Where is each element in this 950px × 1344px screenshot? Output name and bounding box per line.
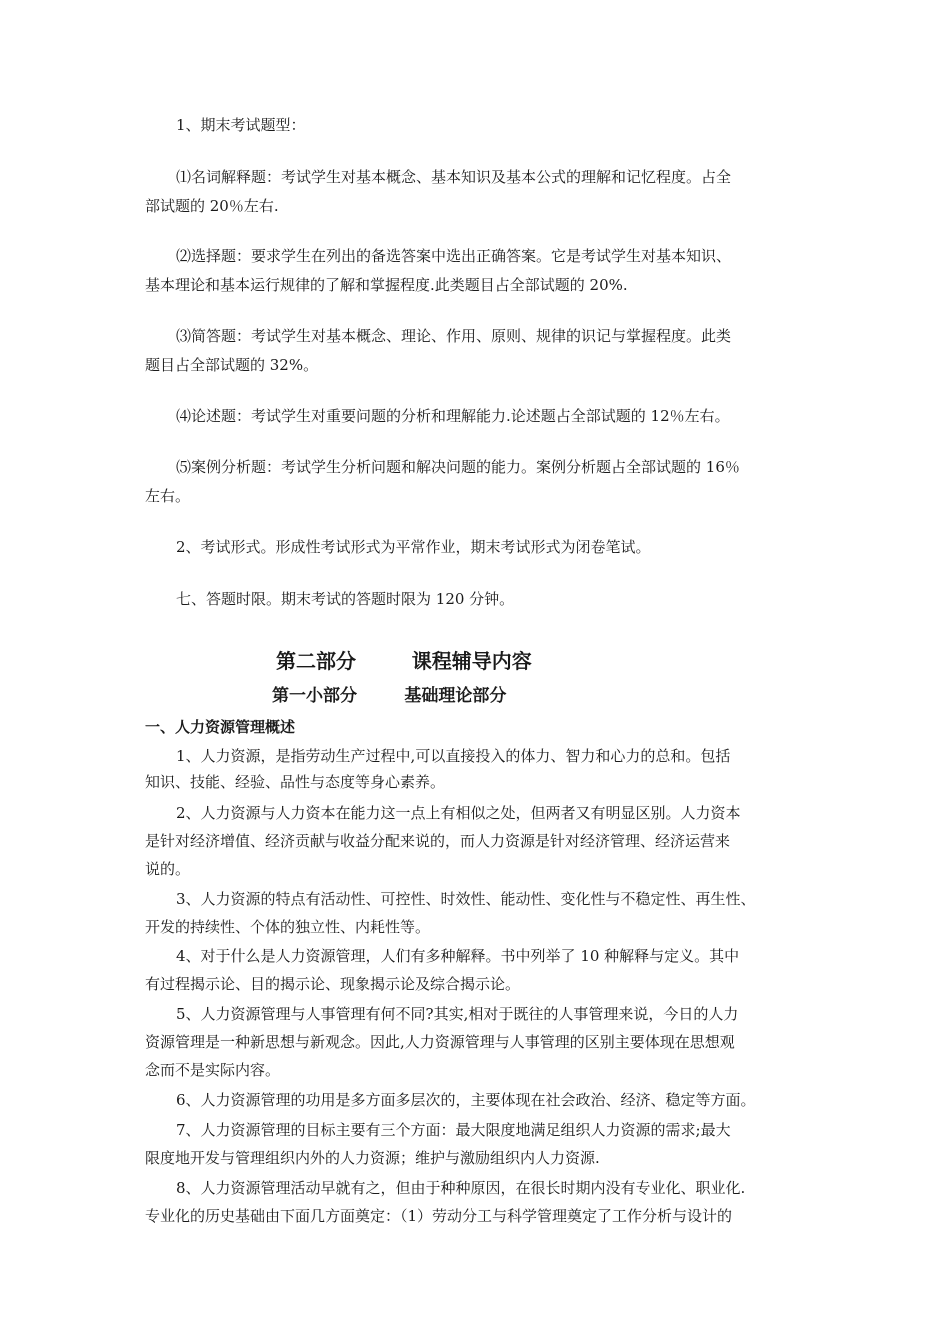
- p1-line-1: 1、人力资源，是指劳动生产过程中,可以直接投入的体力、智力和心力的总和。包括: [176, 747, 731, 765]
- q3-line-2: 题目占全部试题的 32%。: [145, 356, 319, 374]
- q2-line-2: 基本理论和基本运行规律的了解和掌握程度.此类题目占全部试题的 20%.: [145, 276, 628, 294]
- p5-line-2: 资源管理是一种新思想与新观念。因此,人力资源管理与人事管理的区别主要体现在思想观: [145, 1033, 735, 1051]
- q5-line-1: ⑸案例分析题：考试学生分析问题和解决问题的能力。案例分析题占全部试题的 16％: [176, 458, 740, 476]
- p5-line-1: 5、人力资源管理与人事管理有何不同?其实,相对于既往的人事管理来说，今日的人力: [176, 1005, 739, 1023]
- p2-line-2: 是针对经济增值、经济贡献与收益分配来说的，而人力资源是针对经济管理、经济运营来: [145, 832, 731, 850]
- exam-form: 2、考试形式。形成性考试形式为平常作业，期末考试形式为闭卷笔试。: [176, 538, 651, 556]
- p5-line-3: 念而不是实际内容。: [145, 1061, 281, 1079]
- q2-line-1: ⑵选择题：要求学生在列出的备选答案中选出正确答案。它是考试学生对基本知识、: [176, 247, 732, 265]
- part2-subtitle: 第一小部分 基础理论部分: [272, 686, 507, 706]
- p7-line-1: 7、人力资源管理的目标主要有三个方面：最大限度地满足组织人力资源的需求;最大: [176, 1121, 731, 1139]
- p8-line-2: 专业化的历史基础由下面几方面奠定：（1）劳动分工与科学管理奠定了工作分析与设计的: [145, 1207, 733, 1225]
- p4-line-1: 4、对于什么是人力资源管理，人们有多种解释。书中列举了 10 种解释与定义。其中: [176, 947, 740, 965]
- section1-heading: 一、人力资源管理概述: [145, 718, 296, 736]
- p6-line-1: 6、人力资源管理的功用是多方面多层次的，主要体现在社会政治、经济、稳定等方面。: [176, 1091, 756, 1109]
- q1-line-2: 部试题的 20％左右.: [145, 197, 279, 215]
- p1-line-2: 知识、技能、经验、品性与态度等身心素养。: [145, 773, 446, 791]
- p3-line-2: 开发的持续性、个体的独立性、内耗性等。: [145, 918, 431, 936]
- p7-line-2: 限度地开发与管理组织内外的人力资源；维护与激励组织内人力资源.: [145, 1149, 600, 1167]
- q4-line-1: ⑷论述题：考试学生对重要问题的分析和理解能力.论述题占全部试题的 12％左右。: [176, 407, 730, 425]
- q5-line-2: 左右。: [145, 487, 191, 505]
- exam-types-title: 1、期末考试题型：: [176, 116, 306, 134]
- q3-line-1: ⑶简答题：考试学生对基本概念、理论、作用、原则、规律的识记与掌握程度。此类: [176, 327, 732, 345]
- p2-line-3: 说的。: [145, 860, 191, 878]
- p3-line-1: 3、人力资源的特点有活动性、可控性、时效性、能动性、变化性与不稳定性、再生性、: [176, 890, 756, 908]
- part2-title: 第二部分 课程辅导内容: [276, 649, 532, 673]
- p8-line-1: 8、人力资源管理活动早就有之，但由于种种原因，在很长时期内没有专业化、职业化.: [176, 1179, 746, 1197]
- time-limit: 七、答题时限。期末考试的答题时限为 120 分钟。: [176, 590, 515, 608]
- q1-line-1: ⑴名词解释题：考试学生对基本概念、基本知识及基本公式的理解和记忆程度。占全: [176, 168, 732, 186]
- p2-line-1: 2、人力资源与人力资本在能力这一点上有相似之处，但两者又有明显区别。人力资本: [176, 804, 741, 822]
- p4-line-2: 有过程揭示论、目的揭示论、现象揭示论及综合揭示论。: [145, 975, 521, 993]
